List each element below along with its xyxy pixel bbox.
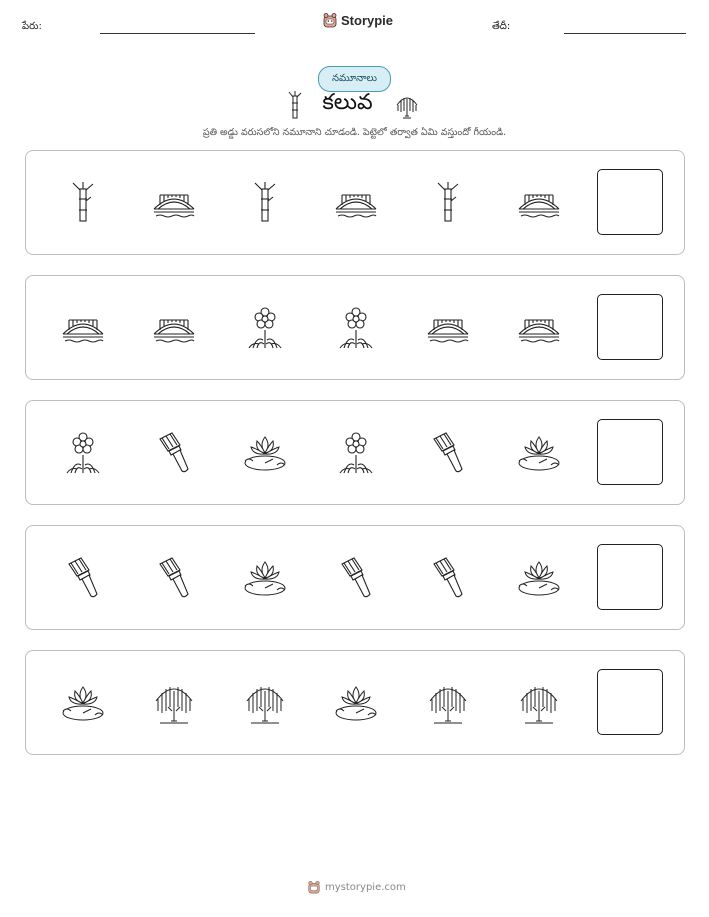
- bamboo-icon: [426, 181, 470, 225]
- bridge-icon: [152, 181, 196, 225]
- paintbrush-icon: [152, 556, 196, 600]
- pattern-cell: [334, 432, 378, 474]
- willow-icon: [426, 681, 470, 725]
- pattern-cell: [152, 557, 196, 599]
- pattern-cell: [334, 182, 378, 224]
- daffodil-icon: [243, 306, 287, 350]
- pattern-cell: [152, 307, 196, 349]
- pattern-cell: [61, 432, 105, 474]
- answer-box[interactable]: [597, 669, 663, 735]
- pattern-cell: [61, 182, 105, 224]
- answer-box[interactable]: [597, 544, 663, 610]
- name-line[interactable]: [100, 33, 255, 34]
- pattern-cell: [334, 307, 378, 349]
- pattern-cell: [426, 307, 470, 349]
- pattern-cell: [334, 682, 378, 724]
- pattern-row: [25, 525, 685, 630]
- pattern-row: [25, 400, 685, 505]
- brand-name: Storypie: [341, 12, 394, 28]
- pattern-row: [25, 650, 685, 755]
- paintbrush-icon: [426, 431, 470, 475]
- instruction-text: ప్రతి అడ్డు వరుసలోని నమూనాని చూడండి. పెట్టెలో తర్వాత ఏమి వస్తుందో గీయండి.: [202, 127, 507, 138]
- page-title: కలువ: [322, 90, 373, 115]
- lotus-icon: [243, 556, 287, 600]
- willow-icon: [243, 681, 287, 725]
- pattern-cell: [152, 432, 196, 474]
- daffodil-icon: [61, 431, 105, 475]
- bridge-icon: [517, 181, 561, 225]
- lotus-icon: [61, 681, 105, 725]
- lotus-icon: [243, 431, 287, 475]
- pattern-cell: [243, 682, 287, 724]
- pattern-cell: [152, 682, 196, 724]
- pattern-cell: [517, 557, 561, 599]
- pattern-cell: [517, 432, 561, 474]
- bridge-icon: [426, 306, 470, 350]
- pattern-cell: [243, 557, 287, 599]
- pattern-row: [25, 275, 685, 380]
- storypie-mascot-icon: [307, 880, 321, 894]
- pattern-cell: [334, 557, 378, 599]
- pattern-cell: [243, 307, 287, 349]
- pattern-cell: [61, 307, 105, 349]
- pattern-cell: [152, 182, 196, 224]
- pattern-cell: [61, 682, 105, 724]
- bridge-icon: [61, 306, 105, 350]
- pattern-cell: [426, 557, 470, 599]
- pattern-cell: [517, 682, 561, 724]
- lotus-icon: [334, 681, 378, 725]
- bridge-icon: [517, 306, 561, 350]
- pattern-row: [25, 150, 685, 255]
- lotus-icon: [517, 556, 561, 600]
- footer: [307, 880, 406, 894]
- pattern-cell: [426, 682, 470, 724]
- willow-tree-icon: [393, 91, 421, 119]
- pattern-cell: [426, 432, 470, 474]
- pattern-cell: [243, 432, 287, 474]
- pattern-cell: [61, 557, 105, 599]
- brand-logo: [322, 12, 393, 28]
- paintbrush-icon: [152, 431, 196, 475]
- bridge-icon: [334, 181, 378, 225]
- paintbrush-icon: [334, 556, 378, 600]
- category-badge: నమూనాలు: [318, 66, 391, 92]
- bridge-icon: [152, 306, 196, 350]
- date-label: తేదీ:: [492, 21, 511, 32]
- name-label: పేరు:: [22, 21, 42, 32]
- pattern-cell: [517, 307, 561, 349]
- daffodil-icon: [334, 431, 378, 475]
- lotus-icon: [517, 431, 561, 475]
- bamboo-icon: [61, 181, 105, 225]
- footer-url: mystorypie.com: [325, 881, 406, 893]
- bamboo-icon: [243, 181, 287, 225]
- storypie-mascot-icon: [322, 12, 338, 28]
- pattern-cell: [426, 182, 470, 224]
- paintbrush-icon: [426, 556, 470, 600]
- bamboo-icon: [288, 91, 302, 119]
- date-line[interactable]: [564, 33, 686, 34]
- title-row: [0, 90, 709, 120]
- paintbrush-icon: [61, 556, 105, 600]
- pattern-cell: [243, 182, 287, 224]
- daffodil-icon: [334, 306, 378, 350]
- answer-box[interactable]: [597, 419, 663, 485]
- answer-box[interactable]: [597, 294, 663, 360]
- answer-box[interactable]: [597, 169, 663, 235]
- willow-icon: [517, 681, 561, 725]
- willow-icon: [152, 681, 196, 725]
- pattern-cell: [517, 182, 561, 224]
